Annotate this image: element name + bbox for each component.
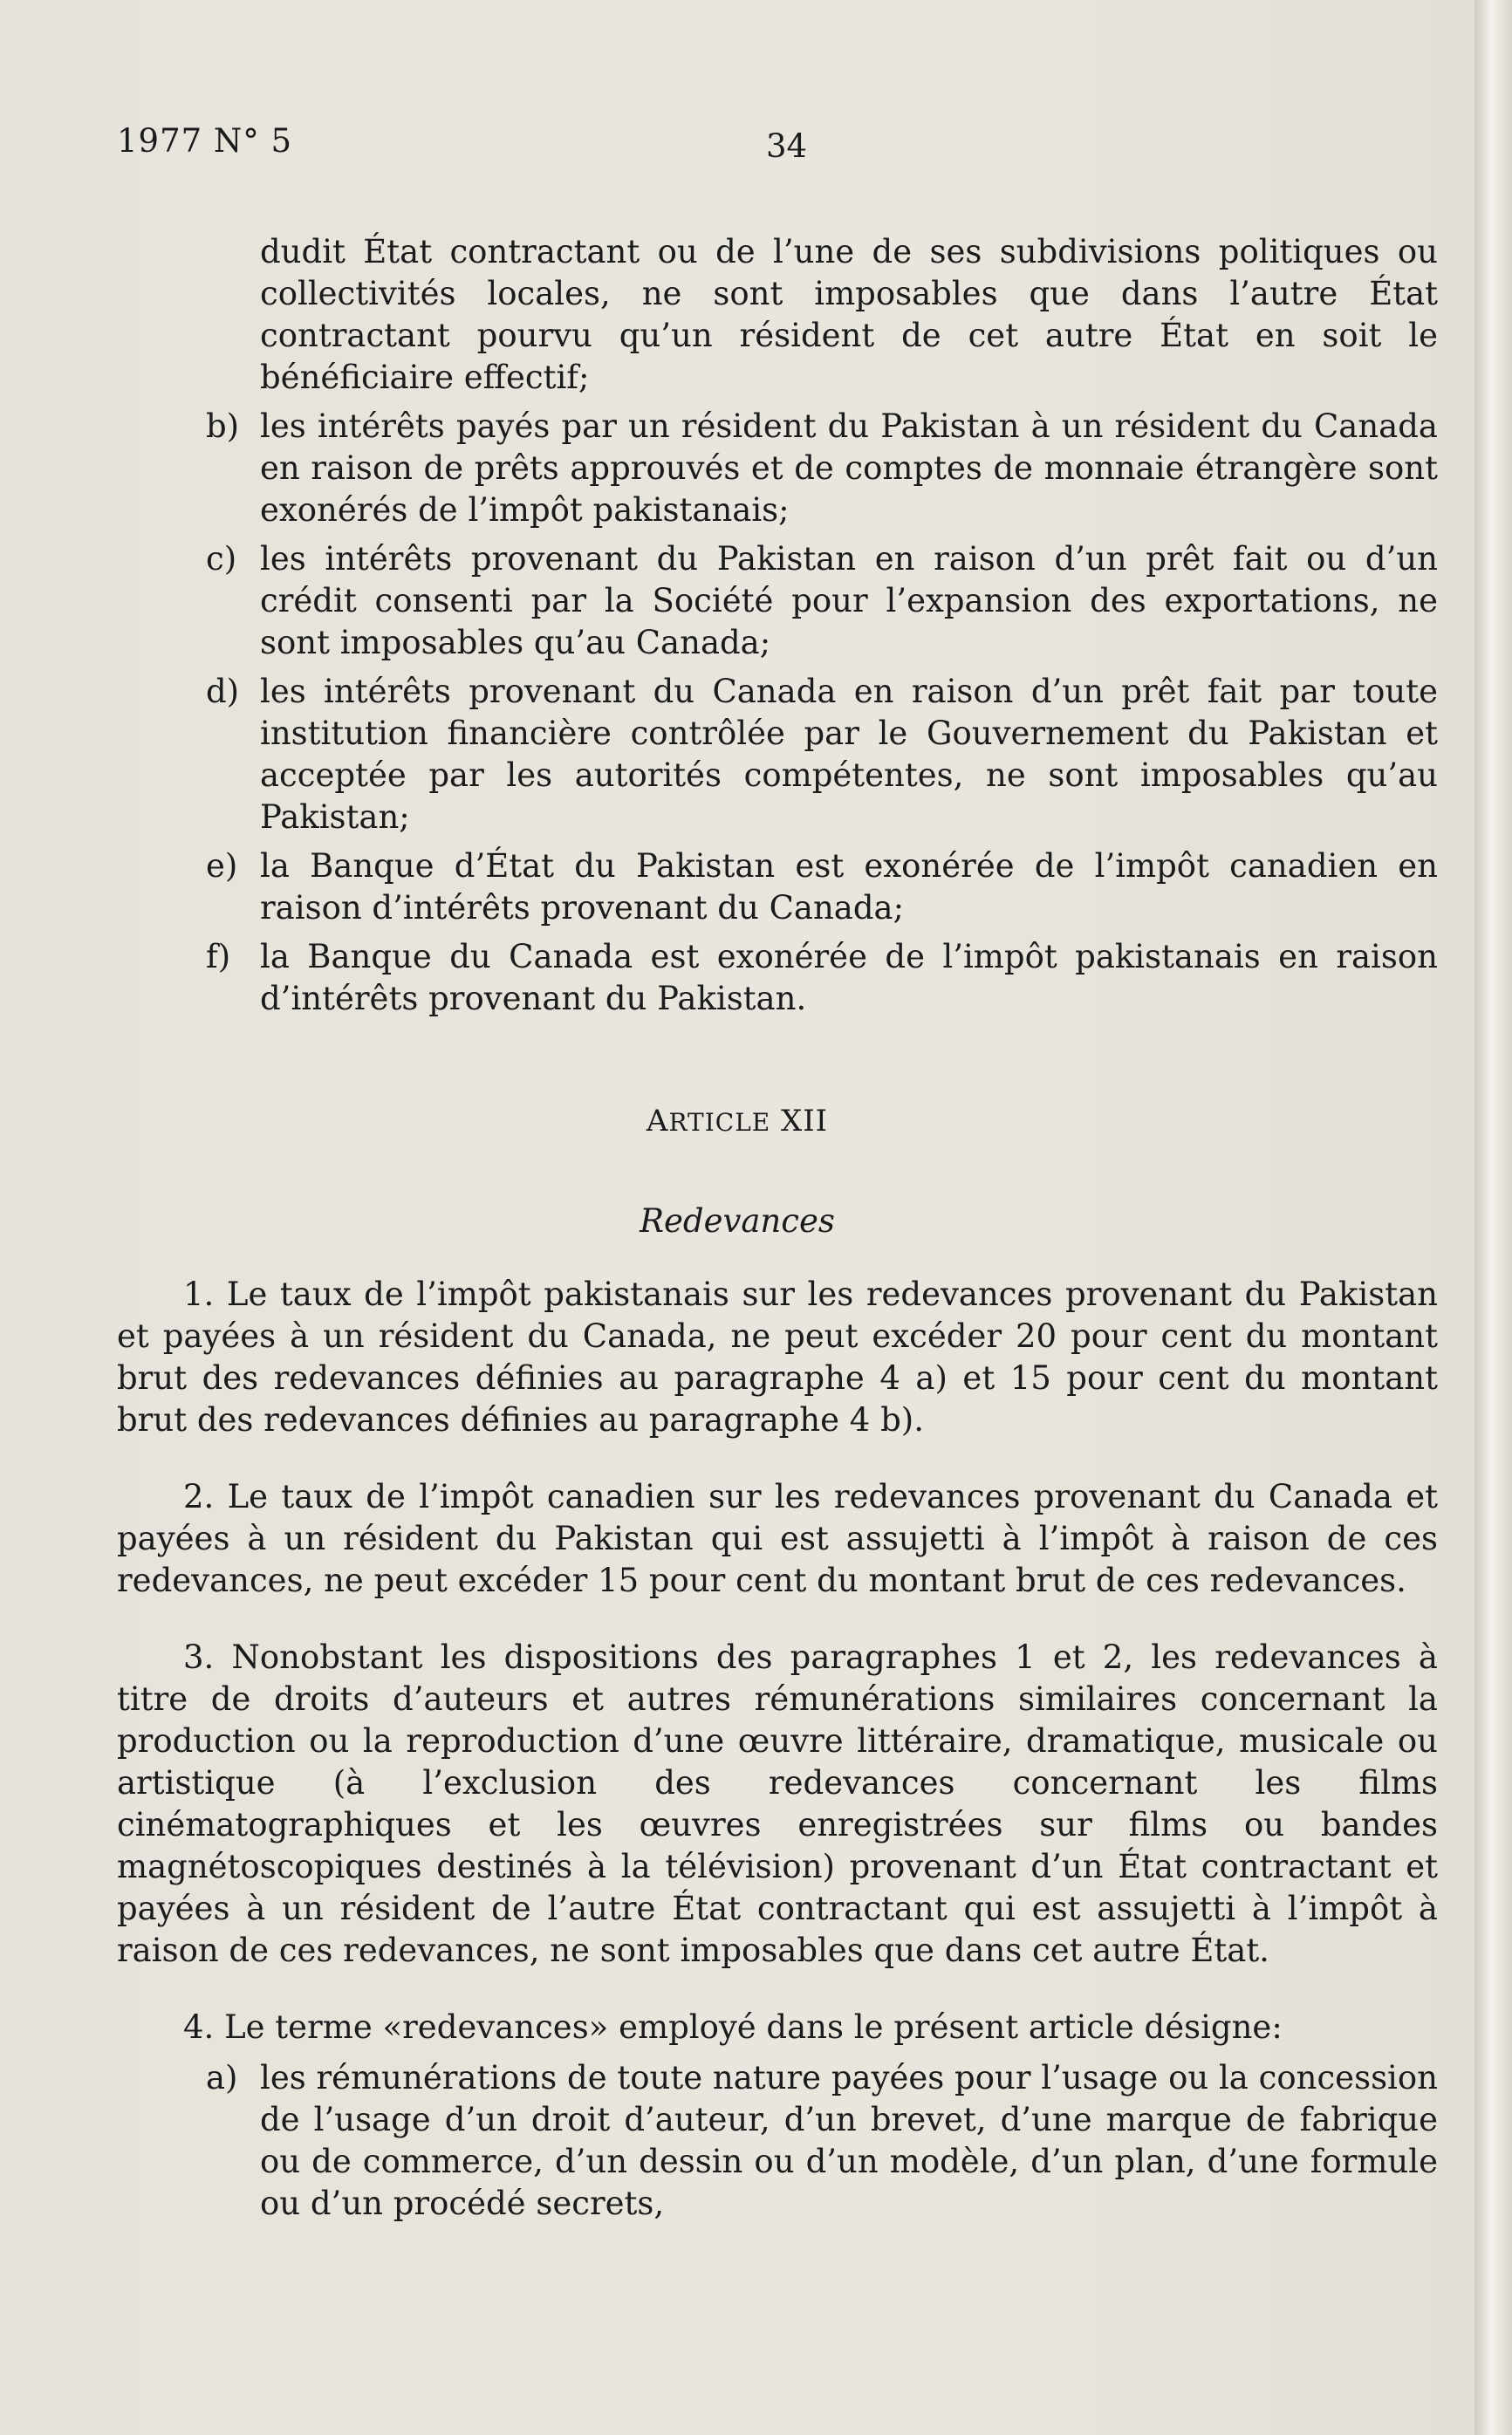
article-word-initial: A (646, 1104, 669, 1139)
item-text: la Banque du Canada est exonérée de l’impôt pakistanais en raison d’intérêts provenant du Pakistan. (260, 938, 1438, 1017)
item-marker: b) (206, 407, 240, 445)
interest-item-list (206, 406, 1438, 1027)
page-number: 34 (766, 127, 808, 165)
item-text: les intérêts provenant du Canada en raison d’un prêt fait par toute institution financière contrôlée par le Gouvernement du Pakistan et acceptée par les autorités compétentes, ne sont imposables qu’au Pakistan; (260, 673, 1438, 836)
list-item (206, 538, 1438, 664)
item-text: les intérêts payés par un résident du Pakistan à un résident du Canada en raison de prêts approuvés et de comptes de monnaie étrangère sont exonérés de l’impôt pakistanais; (260, 407, 1438, 529)
article-body (117, 1274, 1438, 2225)
item-text: les rémunérations de toute nature payées pour l’usage ou la concession de l’usage d’un droit d’auteur, d’un brevet, d’une marque de fabrique ou de commerce, d’un dessin ou d’un modèle, d’un plan, d’une formule ou d’un procédé secrets, (260, 2059, 1438, 2222)
list-item (206, 2057, 1438, 2225)
article-heading (0, 1104, 1474, 1139)
list-item (206, 845, 1438, 929)
paragraph-3: 3. Nonobstant les dispositions des paragraphes 1 et 2, les redevances à titre de droits d’auteurs et autres rémunérations similaires concernant la production ou la reproduction d’une œuvre littéraire, dramatique, musicale ou artistique (à l’exclusion des redevances concernant les films cinématographiques et les œuvres enregistrées sur films ou bandes magnétoscopiques destinés à la télévision) provenant d’un État contractant et payées à un résident de l’autre État contractant qui est assujetti à l’impôt à raison de ces redevances, ne sont imposables que dans cet autre État. (117, 1638, 1438, 1969)
item-text: la Banque d’État du Pakistan est exonérée de l’impôt canadien en raison d’intérêts provenant du Canada; (260, 847, 1438, 927)
item-marker: f) (206, 938, 231, 975)
paragraph-1: 1. Le taux de l’impôt pakistanais sur les redevances provenant du Pakistan et payées à un résident du Canada, ne peut excéder 20 pour cent du montant brut des redevances définies au paragraphe 4 a) et 15 pour cent du montant brut des redevances définies au paragraphe 4 b). (117, 1276, 1438, 1439)
item-marker: d) (206, 673, 240, 710)
continuation-text: dudit État contractant ou de l’une de ses subdivisions politiques ou collectivités locales, ne sont imposables que dans l’autre État contractant pourvu qu’un résident de cet autre État en soit le bénéficiaire effectif; (260, 233, 1438, 396)
page-header (117, 122, 1478, 174)
item-marker: e) (206, 847, 238, 885)
statute-year-number: 1977 N° 5 (117, 122, 293, 160)
list-item (206, 406, 1438, 531)
item-marker: a) (206, 2059, 238, 2096)
definition-list (117, 2057, 1438, 2225)
paragraph-4: 4. Le terme «redevances» employé dans le présent article désigne: (183, 2008, 1283, 2046)
page-edge (1474, 0, 1512, 2435)
list-item (206, 936, 1438, 1020)
paragraph-2: 2. Le taux de l’impôt canadien sur les redevances provenant du Canada et payées à un résident du Pakistan qui est assujetti à l’impôt à raison de ces redevances, ne peut excéder 15 pour cent du montant brut de ces redevances. (117, 1478, 1438, 1599)
list-item (206, 671, 1438, 838)
item-text: les intérêts provenant du Pakistan en raison d’un prêt fait ou d’un crédit consenti par la Société pour l’expansion des exportations, ne sont imposables qu’au Canada; (260, 540, 1438, 661)
article-word-rest: RTICLE (668, 1108, 771, 1137)
article-number: XII (781, 1104, 829, 1139)
article-subtitle: Redevances (640, 1202, 835, 1240)
item-marker: c) (206, 540, 237, 578)
